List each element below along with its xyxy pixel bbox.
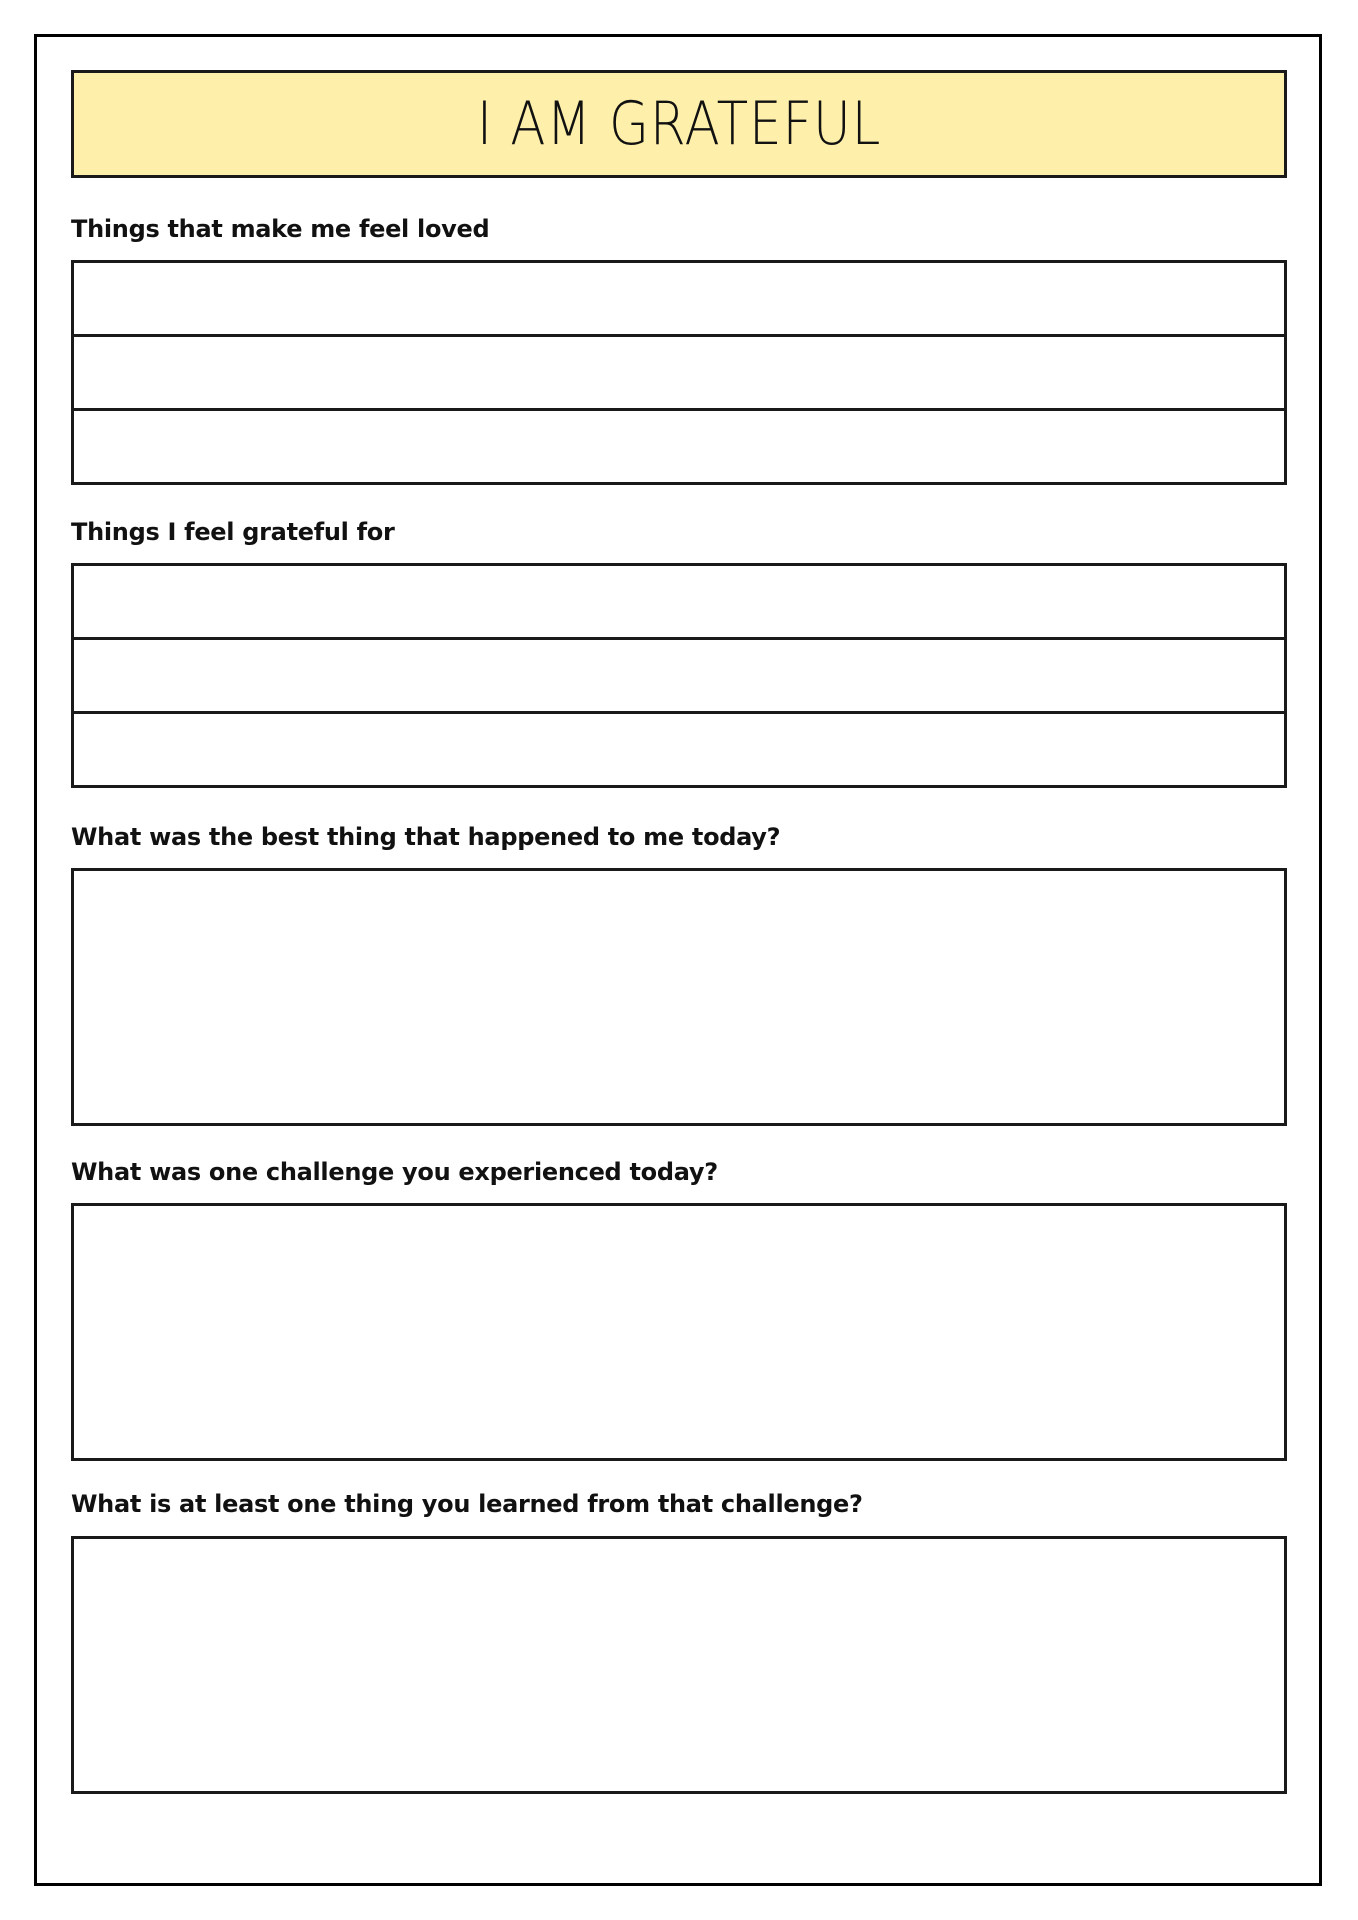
loved-line-1[interactable] (74, 263, 1284, 337)
best-thing-answer-box[interactable] (71, 868, 1287, 1126)
section-label-learned: What is at least one thing you learned from that challenge? (71, 1490, 863, 1518)
section-label-loved: Things that make me feel loved (71, 215, 490, 243)
page-title: I AM GRATEFUL (476, 89, 882, 159)
learned-answer-box[interactable] (71, 1536, 1287, 1794)
grateful-lines (71, 563, 1287, 788)
grateful-line-2[interactable] (74, 640, 1284, 714)
loved-line-3[interactable] (74, 411, 1284, 482)
section-label-best-thing: What was the best thing that happened to me today? (71, 823, 781, 851)
grateful-line-1[interactable] (74, 566, 1284, 640)
challenge-answer-box[interactable] (71, 1203, 1287, 1461)
loved-lines (71, 260, 1287, 485)
section-label-grateful: Things I feel grateful for (71, 518, 395, 546)
grateful-line-3[interactable] (74, 714, 1284, 785)
title-banner (71, 70, 1287, 178)
section-label-challenge: What was one challenge you experienced today? (71, 1158, 718, 1186)
loved-line-2[interactable] (74, 337, 1284, 411)
